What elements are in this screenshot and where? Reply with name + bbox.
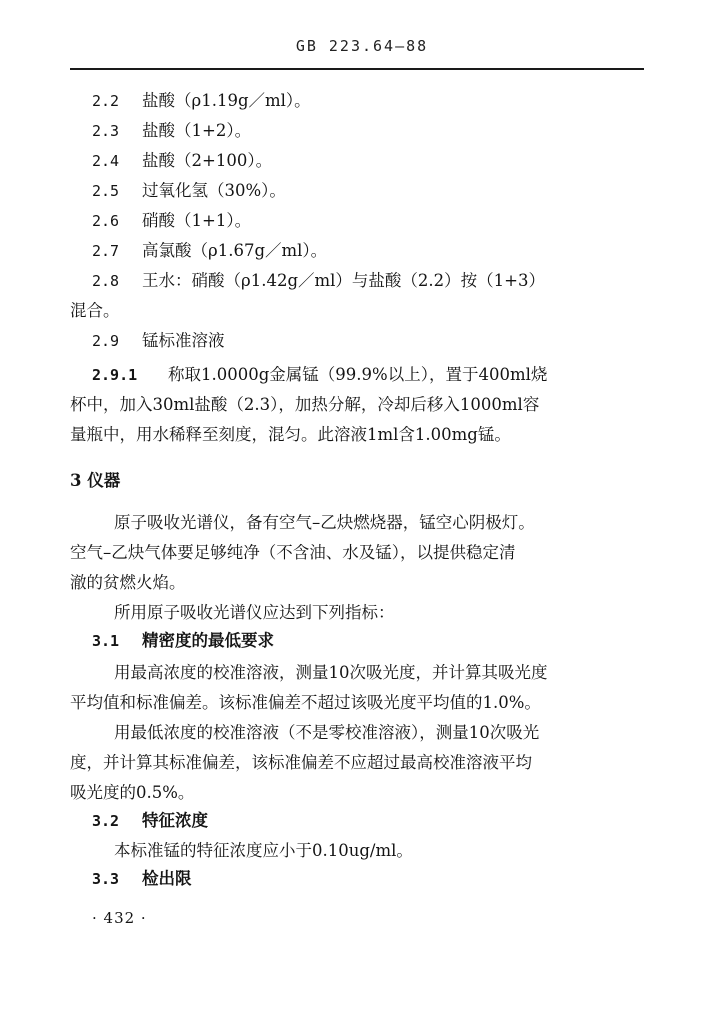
item-2-5	[92, 180, 286, 202]
item-2-4	[92, 150, 272, 172]
item-number: 2.7	[92, 242, 120, 260]
item-text: 盐酸（2+100）。	[142, 151, 273, 170]
section-number: 3.3	[92, 870, 120, 888]
page-number: · 432 ·	[92, 909, 147, 927]
item-number: 2.4	[92, 152, 120, 170]
item-text: 王水：硝酸（ρ1.42g／ml）与盐酸（2.2）按（1+3）	[142, 271, 545, 290]
standard-code-header: GB 223.64—88	[295, 37, 429, 55]
item-2-9-1-line2: 杯中，加入30ml盐酸（2.3），加热分解，冷却后移入1000ml容	[70, 395, 540, 414]
item-2-7	[92, 240, 327, 262]
item-text: 高氯酸（ρ1.67g／ml）。	[142, 241, 328, 260]
item-number: 2.5	[92, 182, 120, 200]
item-2-3	[92, 120, 251, 142]
section-3-para1-line3: 澈的贫燃火焰。	[70, 573, 186, 592]
item-text: 盐酸（ρ1.19g／ml）。	[142, 91, 311, 110]
section-3-2-heading	[92, 810, 208, 832]
section-3-para2: 所用原子吸收光谱仪应达到下列指标：	[114, 603, 395, 622]
item-2-8-continuation: 混合。	[70, 301, 120, 320]
item-text: 锰标准溶液	[142, 331, 225, 350]
section-number: 3.1	[92, 632, 120, 650]
section-number: 3.2	[92, 812, 120, 830]
section-3-1-para2-line1: 用最低浓度的校准溶液（不是零校准溶液），测量10次吸光	[114, 723, 540, 742]
item-text: 硝酸（1+1）。	[142, 211, 252, 230]
item-2-9	[92, 330, 225, 352]
item-2-6	[92, 210, 251, 232]
item-number: 2.8	[92, 272, 120, 290]
item-text: 称取1.0000g金属锰（99.9%以上），置于400ml烧	[168, 365, 548, 384]
section-3-para1-line1: 原子吸收光谱仪，备有空气–乙炔燃烧器，锰空心阴极灯。	[114, 513, 535, 532]
section-3-3-heading	[92, 868, 192, 890]
header-rule	[70, 68, 644, 70]
section-3-1-para1-line1: 用最高浓度的校准溶液，测量10次吸光度，并计算其吸光度	[114, 663, 548, 682]
section-3-1-para1-line2: 平均值和标准偏差。该标准偏差不超过该吸光度平均值的1.0%。	[70, 693, 541, 712]
item-number: 2.6	[92, 212, 120, 230]
section-3-1-para2-line2: 度，并计算其标准偏差，该标准偏差不应超过最高校准溶液平均	[70, 753, 532, 772]
item-2-8	[92, 270, 545, 292]
item-number: 2.9.1	[92, 366, 138, 384]
item-text: 过氧化氢（30%）。	[142, 181, 286, 200]
item-number: 2.9	[92, 332, 120, 350]
section-title: 精密度的最低要求	[142, 631, 274, 650]
section-title: 检出限	[142, 869, 192, 888]
section-3-heading: 3 仪器	[70, 471, 121, 490]
section-3-para1-line2: 空气–乙炔气体要足够纯净（不含油、水及锰），以提供稳定清	[70, 543, 516, 562]
item-2-9-1-line3: 量瓶中，用水稀释至刻度，混匀。此溶液1ml含1.00mg锰。	[70, 425, 511, 444]
section-3-2-para: 本标准锰的特征浓度应小于0.10ug/ml。	[114, 841, 413, 860]
item-number: 2.3	[92, 122, 120, 140]
section-title: 特征浓度	[142, 811, 208, 830]
section-3-1-para2-line3: 吸光度的0.5%。	[70, 783, 195, 802]
item-number: 2.2	[92, 92, 120, 110]
item-2-9-1	[92, 364, 547, 386]
item-2-2	[92, 90, 311, 112]
item-text: 盐酸（1+2）。	[142, 121, 252, 140]
section-3-1-heading	[92, 630, 274, 652]
